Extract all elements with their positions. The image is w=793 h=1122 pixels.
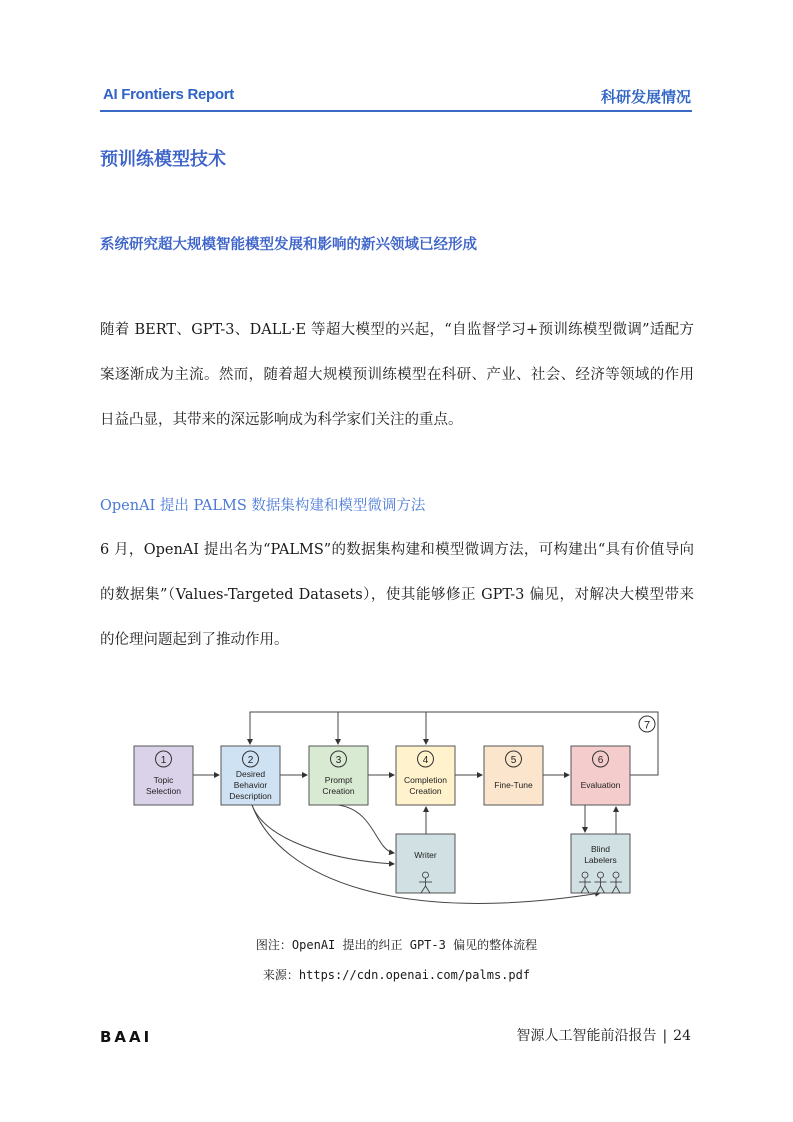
- step-5-box: [484, 746, 543, 805]
- svg-text:Creation: Creation: [322, 786, 355, 796]
- footer-report-name: 智源人工智能前沿报告: [516, 1028, 657, 1044]
- svg-text:Behavior: Behavior: [233, 780, 268, 790]
- svg-text:Completion: Completion: [404, 775, 447, 785]
- svg-text:Creation: Creation: [409, 786, 442, 796]
- svg-text:2: 2: [247, 755, 254, 766]
- footer-page-info: [516, 1025, 691, 1045]
- svg-text:3: 3: [335, 755, 342, 766]
- step-2-box: [221, 746, 280, 805]
- header-report-title: AI Frontiers Report: [103, 86, 234, 103]
- svg-text:Evaluation: Evaluation: [580, 780, 621, 790]
- header-section-title: 科研发展情况: [600, 88, 691, 106]
- svg-text:1: 1: [160, 755, 167, 766]
- figure-source: 来源：https://cdn.openai.com/palms.pdf: [262, 968, 531, 982]
- palms-process-diagram: [120, 700, 680, 925]
- footer-separator: |: [662, 1028, 668, 1044]
- step-6-box: [571, 746, 630, 805]
- page-number: 24: [673, 1028, 691, 1044]
- svg-text:Blind: Blind: [591, 844, 610, 854]
- svg-text:Desired: Desired: [235, 769, 266, 779]
- svg-text:Writer: Writer: [414, 850, 437, 860]
- svg-text:Labelers: Labelers: [584, 855, 617, 865]
- svg-text:Selection: Selection: [146, 786, 181, 796]
- svg-text:5: 5: [510, 755, 517, 766]
- baai-logo: BAAI: [100, 1028, 153, 1046]
- figure-caption: 图注：OpenAI 提出的纠正 GPT-3 偏见的整体流程: [255, 938, 538, 952]
- step-7-number: 7: [643, 719, 651, 732]
- section-subtitle: 系统研究超大规模智能模型发展和影响的新兴领域已经形成: [100, 236, 477, 253]
- palms-paragraph: 6 月，OpenAI 提出名为“PALMS”的数据集构建和模型微调方法，可构建出“具有价值导向的数据集”（Values-Targeted Datasets），使其能够修正 GPT-3 偏见，对解决大模型带来的伦理问题起到了推动作用。: [100, 542, 694, 648]
- intro-paragraph: 随着 BERT、GPT-3、DALL·E 等超大模型的兴起，“自监督学习+预训练模型微调”适配方案逐渐成为主流。然而，随着超大规模预训练模型在科研、产业、社会、经济等领域的作用日益凸显，其带来的深远影响成为科学家们关注的重点。: [100, 322, 694, 428]
- blind-labelers-box: [571, 834, 630, 893]
- svg-text:Fine-Tune: Fine-Tune: [494, 780, 533, 790]
- svg-text:6: 6: [597, 755, 604, 766]
- svg-text:Topic: Topic: [153, 775, 174, 785]
- svg-text:Prompt: Prompt: [324, 775, 353, 785]
- step-4-box: [396, 746, 455, 805]
- section-heading: OpenAI 提出 PALMS 数据集构建和模型微调方法: [100, 498, 426, 514]
- step-1-box: [134, 746, 193, 805]
- svg-text:4: 4: [422, 755, 429, 766]
- page-title: 预训练模型技术: [100, 149, 226, 170]
- header-divider: [100, 110, 692, 112]
- svg-text:Description: Description: [229, 791, 272, 801]
- writer-box: [396, 834, 455, 893]
- step-3-box: [309, 746, 368, 805]
